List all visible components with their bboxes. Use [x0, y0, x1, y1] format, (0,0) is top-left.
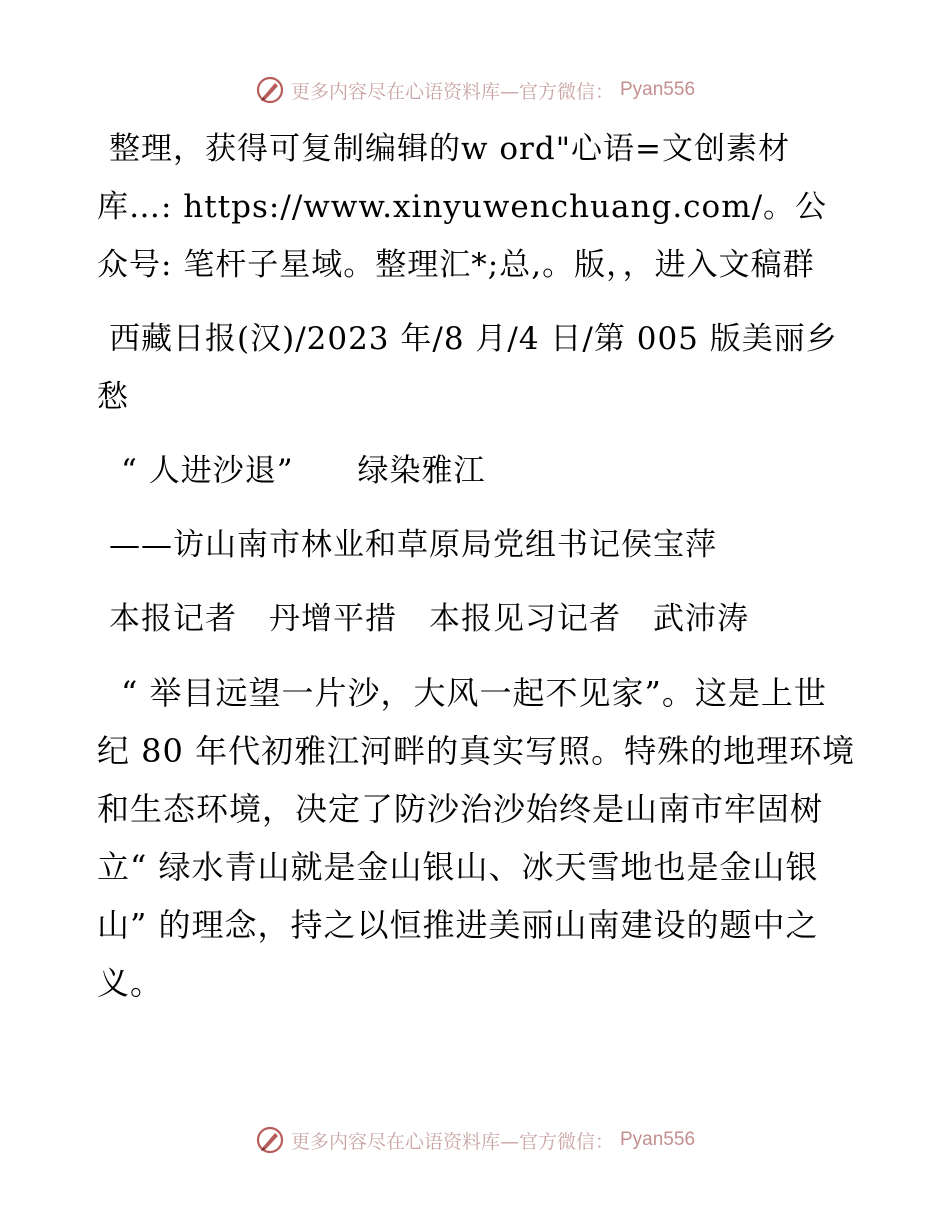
header-watermark	[0, 70, 950, 110]
byline: 本报记者 丹增平措 本报见习记者 武沛涛	[109, 601, 749, 637]
intro-paragraph: 整理，获得可复制编辑的w ord"心语=文创素材库…: https://www.xinyuwenchuang.com/。公众号: 笔杆子星域。整理汇*;总,。版，，进入文稿群	[97, 131, 828, 283]
watermark-handle: Pyan556	[620, 1129, 696, 1150]
document-body	[97, 120, 857, 1012]
watermark-text: 更多内容尽在心语资料库—官方微信：	[290, 80, 614, 103]
watermark-text: 更多内容尽在心语资料库—官方微信：	[290, 1130, 614, 1153]
watermark-group	[255, 1125, 695, 1155]
source-line: 西藏日报(汉)/2023 年/8 月/4 日/第 005 版美丽乡愁	[97, 321, 838, 415]
footer-watermark	[0, 1120, 950, 1160]
pen-circle-logo-icon	[255, 75, 285, 105]
watermark-group	[255, 75, 695, 105]
body-paragraph: “ 举目远望一片沙，大风一起不见家”。这是上世纪 80 年代初雅江河畔的真实写照。特殊的地理环境和生态环境，决定了防沙治沙始终是山南市牢固树立“ 绿水青山就是金山银山、冰天雪地也是金山银山” 的理念，持之以恒推进美丽山南建设的题中之义。	[97, 674, 856, 1002]
watermark-handle: Pyan556	[620, 79, 696, 100]
article-title: “ 人进沙退” 绿染雅江	[121, 453, 486, 489]
pen-circle-logo-icon	[255, 1125, 285, 1155]
article-subtitle: ——访山南市林业和草原局党组书记侯宝萍	[109, 527, 717, 563]
